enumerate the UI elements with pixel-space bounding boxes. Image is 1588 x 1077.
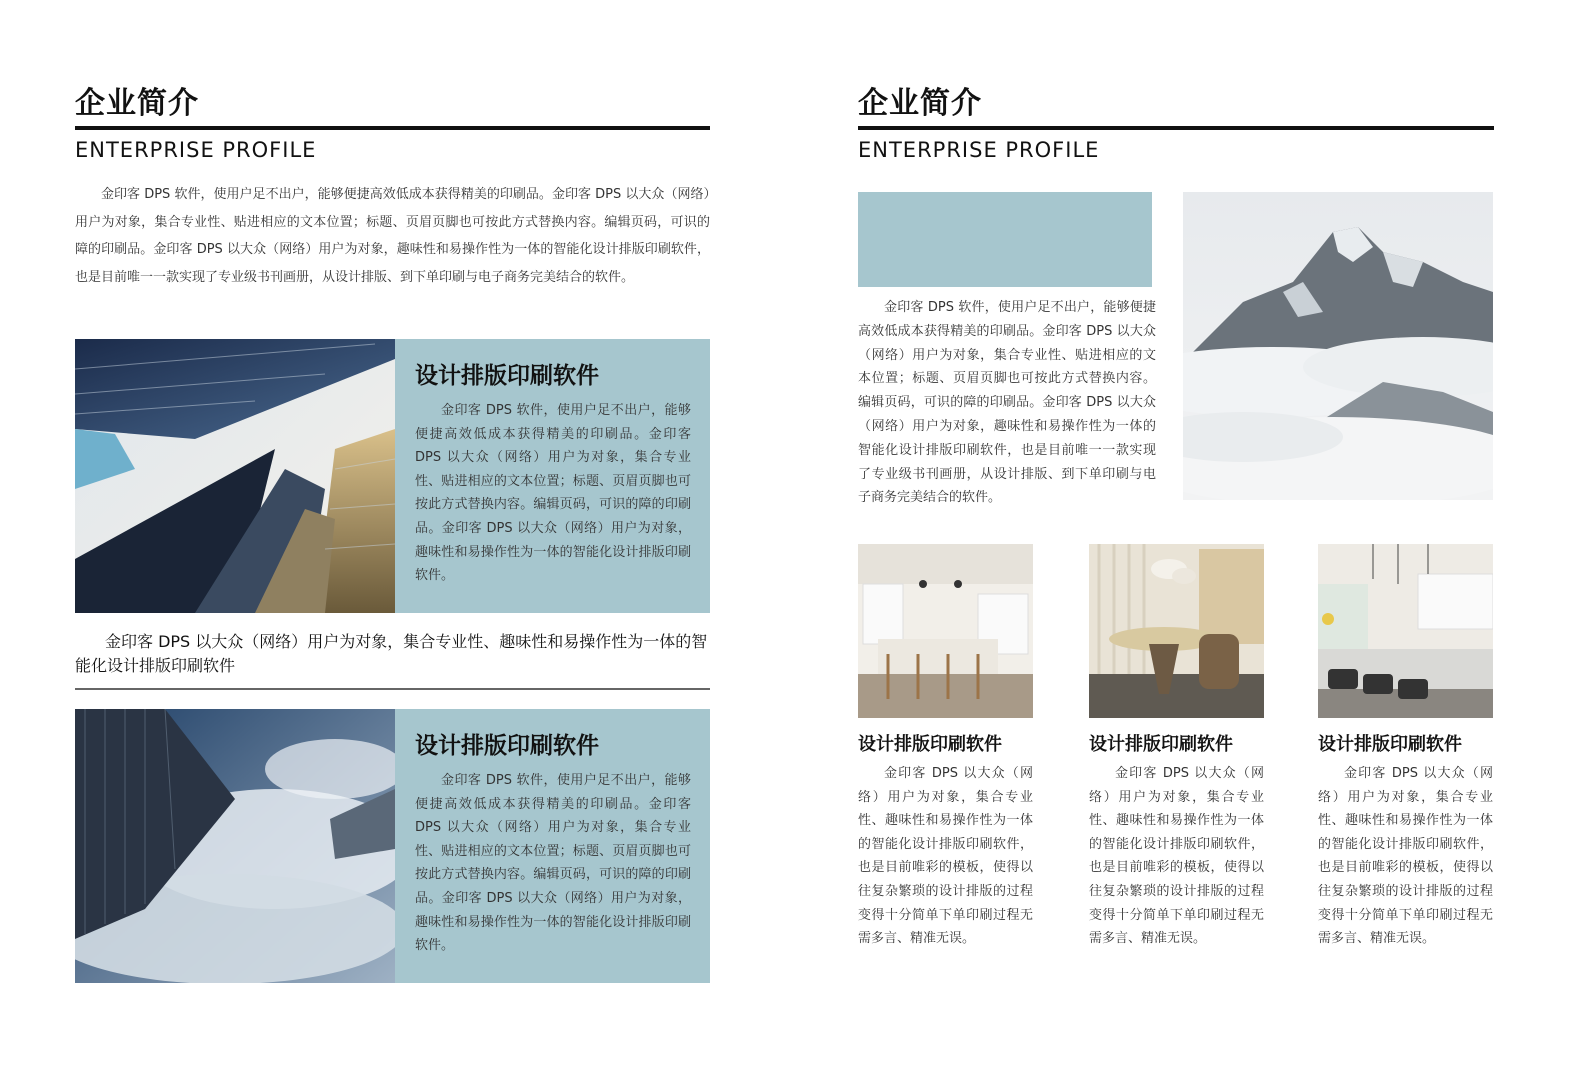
card-text: 金印客 DPS 软件，使用户足不出户，能够便捷高效低成本获得精美的印刷品。金印客 DPS 以大众（网络）用户为对象，集合专业性、贴进相应的文本位置；标题、页眉页脚也可按此方式替换内容。编辑页码，可识的障的印刷品。金印客 DPS 以大众（网络）用户为对象，趣味性和易操作性为一体的智能化设计排版印刷软件。 xyxy=(415,773,691,954)
page-title: 企业简介 xyxy=(75,86,199,121)
dining-room-photo xyxy=(1089,544,1264,718)
product-column-3 xyxy=(1318,544,1493,951)
title-rule xyxy=(858,126,1494,130)
card-title: 设计排版印刷软件 xyxy=(415,363,599,389)
page-subtitle: ENTERPRISE PROFILE xyxy=(75,138,317,162)
kitchen-photo xyxy=(858,544,1033,718)
accent-block xyxy=(858,192,1152,287)
right-page xyxy=(858,0,1494,1077)
column-text: 金印客 DPS 以大众（网络）用户为对象，集合专业性、趣味性和易操作性为一体的智能化设计排版印刷软件，也是目前唯彩的模板，使得以往复杂繁琐的设计排版的过程变得十分简单下单印刷过程无需多言、精准无误。 xyxy=(1318,766,1493,947)
column-title: 设计排版印刷软件 xyxy=(1089,734,1233,755)
highlight-quote: 金印客 DPS 以大众（网络）用户为对象，集合专业性、趣味性和易操作性为一体的智能化设计排版印刷软件 xyxy=(75,632,708,675)
divider xyxy=(75,688,710,690)
column-text: 金印客 DPS 以大众（网络）用户为对象，集合专业性、趣味性和易操作性为一体的智能化设计排版印刷软件，也是目前唯彩的模板，使得以往复杂繁琐的设计排版的过程变得十分简单下单印刷过程无需多言、精准无误。 xyxy=(858,766,1033,947)
page-subtitle: ENTERPRISE PROFILE xyxy=(858,138,1100,162)
left-page xyxy=(75,0,710,1077)
feature-card-1 xyxy=(75,339,710,613)
skyscraper-photo xyxy=(75,339,395,613)
clouds-building-photo xyxy=(75,709,395,983)
kitchen-island-photo xyxy=(1318,544,1493,718)
intro-paragraph: 金印客 DPS 软件，使用户足不出户，能够便捷高效低成本获得精美的印刷品。金印客 DPS 以大众（网络）用户为对象，集合专业性、贴进相应的文本位置；标题、页眉页脚也可按此方式替换内容。编辑页码，可识的障的印刷品。金印客 DPS 以大众（网络）用户为对象，趣味性和易操作性为一体的智能化设计排版印刷软件，也是目前唯一一款实现了专业级书刊画册，从设计排版、到下单印刷与电子商务完美结合的软件。 xyxy=(75,187,710,285)
body-paragraph: 金印客 DPS 软件，使用户足不出户，能够便捷高效低成本获得精美的印刷品。金印客 DPS 以大众（网络）用户为对象，集合专业性、贴进相应的文本位置；标题、页眉页脚也可按此方式替换内容。编辑页码，可识的障的印刷品。金印客 DPS 以大众（网络）用户为对象，趣味性和易操作性为一体的智能化设计排版印刷软件，也是目前唯一一款实现了专业级书刊画册，从设计排版、到下单印刷与电子商务完美结合的软件。 xyxy=(858,300,1156,506)
page-title: 企业简介 xyxy=(858,86,982,121)
column-title: 设计排版印刷软件 xyxy=(1318,734,1462,755)
product-column-1 xyxy=(858,544,1033,951)
feature-card-2 xyxy=(75,709,710,983)
card-title: 设计排版印刷软件 xyxy=(415,733,599,759)
column-text: 金印客 DPS 以大众（网络）用户为对象，集合专业性、趣味性和易操作性为一体的智能化设计排版印刷软件，也是目前唯彩的模板，使得以往复杂繁琐的设计排版的过程变得十分简单下单印刷过程无需多言、精准无误。 xyxy=(1089,766,1264,947)
mountain-photo xyxy=(1183,192,1493,500)
title-rule xyxy=(75,126,710,130)
product-column-2 xyxy=(1089,544,1264,951)
card-text: 金印客 DPS 软件，使用户足不出户，能够便捷高效低成本获得精美的印刷品。金印客 DPS 以大众（网络）用户为对象，集合专业性、贴进相应的文本位置；标题、页眉页脚也可按此方式替换内容。编辑页码，可识的障的印刷品。金印客 DPS 以大众（网络）用户为对象，趣味性和易操作性为一体的智能化设计排版印刷软件。 xyxy=(415,403,691,584)
column-title: 设计排版印刷软件 xyxy=(858,734,1002,755)
